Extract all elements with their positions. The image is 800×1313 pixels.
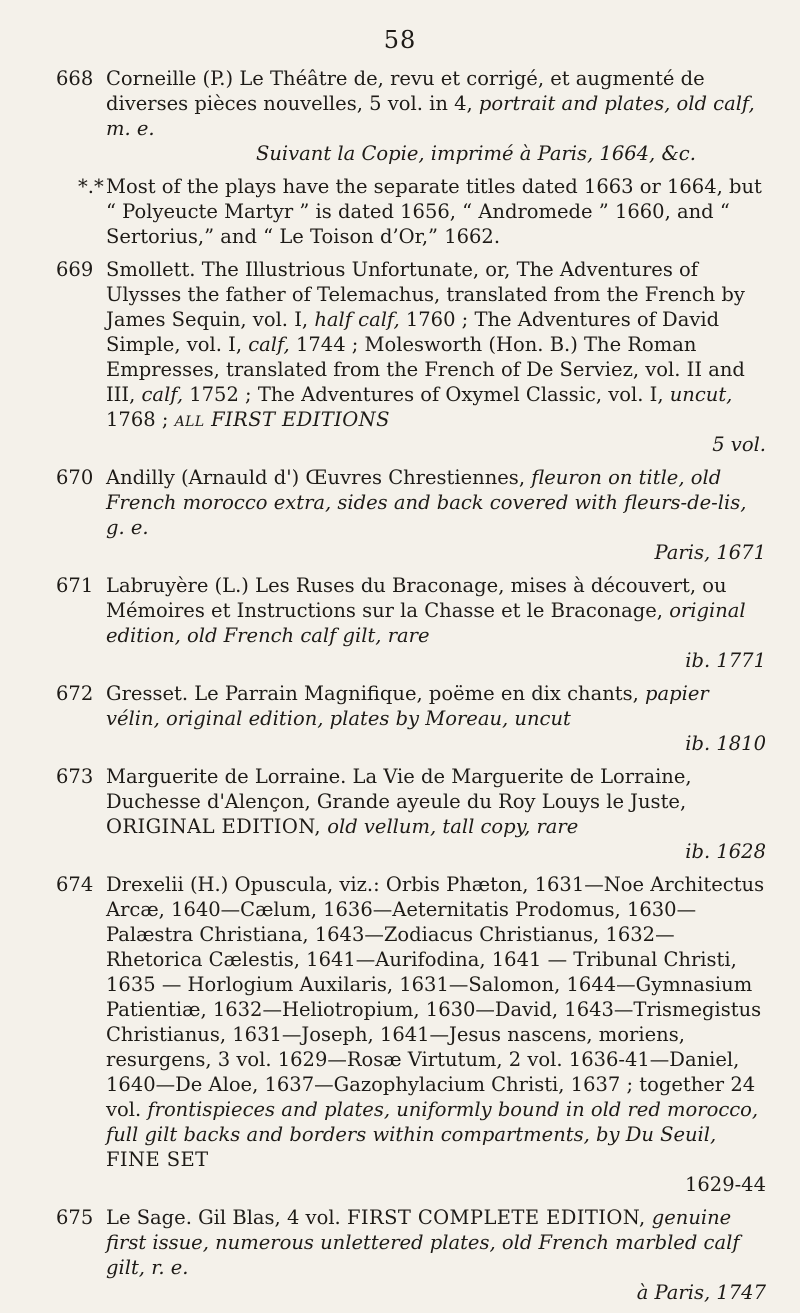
entry-text: Gil Blas, 4 vol. bbox=[198, 1206, 341, 1229]
entry-number: 671 bbox=[56, 574, 94, 597]
entry-number: 673 bbox=[56, 765, 94, 788]
entry-imprint: Paris, 1671 bbox=[654, 541, 766, 564]
entry-673 bbox=[56, 764, 766, 864]
entry-author: Smollett. bbox=[106, 258, 196, 281]
entry-text: Le Parrain Magnifique, poëme en dix chants, bbox=[194, 682, 639, 705]
entry-text: Le Théâtre de, revu et corrigé, et augmenté de diverses pièces nouvelles, 5 vol. in 4, bbox=[106, 67, 705, 115]
entry-detail: original edition, old French calf gilt, rare bbox=[106, 599, 746, 647]
entry-672 bbox=[56, 681, 766, 756]
entry-number: 675 bbox=[56, 1206, 94, 1229]
entry-detail: old vellum, tall copy, rare bbox=[327, 815, 579, 838]
entry-text: Opuscula, viz.: Orbis Phæton, 1631—Noe Architectus Arcæ, 1640—Cælum, 1636—Aeternitatis Prodomus, 1630—Palæstra Christiana, 1643—Zodiacus Christianus, 1632—Rhetorica Cælestis, 1641—Aurifodina, 1641 — Tribunal Christi, 1635 — Horlogium Auxilaris, 1631—Salomon, 1644—Gymnasium Patientiæ, 1632—Heliotropium, 1630—David, 1643—Trismegistus Christianus, 1631—Joseph, 1641—Jesus nascens, moriens, resurgens, 3 vol. 1629—Rosæ Virtutum, 2 vol. 1636-41—Daniel, 1640—De Aloe, 1637—Gazophylacium Christi, 1637 ; together 24 vol. bbox=[106, 873, 765, 1121]
entry-author: Corneille (P.) bbox=[106, 67, 234, 90]
entry-author: Drexelii (H.) bbox=[106, 873, 229, 896]
entry-668 bbox=[56, 66, 766, 166]
entry-author: Labruyère (L.) bbox=[106, 574, 249, 597]
entry-detail-3: calf, bbox=[141, 383, 184, 406]
entry-detail: fleuron on title, old French morocco extra, sides and back covered with fleurs-de-lis, g. e. bbox=[106, 466, 747, 539]
entry-author: Marguerite de Lorraine. bbox=[106, 765, 347, 788]
entry-detail: half calf, bbox=[314, 308, 400, 331]
entry-author: Andilly (Arnauld d') bbox=[106, 466, 300, 489]
entry-author: Gresset. bbox=[106, 682, 189, 705]
entry-675 bbox=[56, 1205, 766, 1305]
entry-number: 669 bbox=[56, 258, 94, 281]
entry-text-3: 1744 ; Molesworth (Hon. B.) The Roman Empresses, translated from the French of De Serviez, vol. II and III, bbox=[106, 333, 745, 406]
entry-text: The Illustrious Unfortunate, or, The Adventures of Ulysses the father of Telemachus, translated from the French by James Sequin, vol. I, bbox=[106, 258, 745, 331]
entry-669 bbox=[56, 257, 766, 457]
entry-imprint: ib. 1628 bbox=[685, 840, 766, 863]
entry-number: 670 bbox=[56, 466, 94, 489]
entry-text-4: 1752 ; The Adventures of Oxymel Classic, vol. I, bbox=[189, 383, 664, 406]
entry-detail: genuine first issue, numerous unlettered plates, old French marbled calf gilt, r. e. bbox=[106, 1206, 740, 1279]
entry-imprint: ib. 1771 bbox=[685, 649, 766, 672]
entry-detail-4: uncut, bbox=[669, 383, 733, 406]
entry-text-2: 1760 ; The Adventures of David Simple, vol. I, bbox=[106, 308, 720, 356]
entry-edition: FINE SET bbox=[106, 1148, 209, 1171]
entry-number: 668 bbox=[56, 67, 94, 90]
entry-number: 674 bbox=[56, 873, 94, 896]
entry-detail: frontispieces and plates, uniformly bound in old red morocco, full gilt backs and borders within compartments, by Du Seuil, bbox=[106, 1098, 759, 1146]
entry-671 bbox=[56, 573, 766, 673]
entry-imprint: 5 vol. bbox=[712, 433, 766, 456]
entry-670 bbox=[56, 465, 766, 565]
entry-number: 672 bbox=[56, 682, 94, 705]
note-mark: *.* bbox=[78, 175, 104, 198]
entry-text: La Vie de Marguerite de Lorraine, Duchesse d'Alençon, Grande ayeule du Roy Louys le Juste, bbox=[106, 765, 692, 813]
entry-text: Œuvres Chrestiennes, bbox=[305, 466, 526, 489]
entry-imprint: 1629-44 bbox=[684, 1173, 766, 1196]
entry-author: Le Sage. bbox=[106, 1206, 192, 1229]
entry-edition: FIRST COMPLETE EDITION, bbox=[346, 1206, 646, 1229]
entry-detail: papier vélin, original edition, plates by Moreau, uncut bbox=[106, 682, 709, 730]
entry-imprint: Suivant la Copie, imprimé à Paris, 1664, &c. bbox=[256, 142, 696, 165]
entry-text: Les Ruses du Braconage, mises à découvert, ou Mémoires et Instructions sur la Chasse et le Braconage, bbox=[106, 574, 727, 622]
entry-list bbox=[56, 66, 766, 1313]
entry-detail: portrait and plates, old calf, m. e. bbox=[106, 92, 755, 140]
entry-imprint: à Paris, 1747 bbox=[636, 1281, 766, 1304]
note-text: Most of the plays have the separate titles dated 1663 or 1664, but “ Polyeucte Martyr ” is dated 1656, “ Andromede ” 1660, and “ Sertorius,” and “ Le Toison d’Or,” 1662. bbox=[106, 175, 762, 248]
entry-text-5: 1768 ; bbox=[106, 408, 169, 431]
entry-imprint: ib. 1810 bbox=[685, 732, 766, 755]
entry-note bbox=[56, 174, 766, 249]
entry-edition: all FIRST EDITIONS bbox=[174, 408, 390, 431]
entry-674 bbox=[56, 872, 766, 1197]
entry-detail-2: calf, bbox=[248, 333, 290, 356]
entry-edition: ORIGINAL EDITION, bbox=[106, 815, 322, 838]
page-number: 58 bbox=[383, 26, 417, 54]
